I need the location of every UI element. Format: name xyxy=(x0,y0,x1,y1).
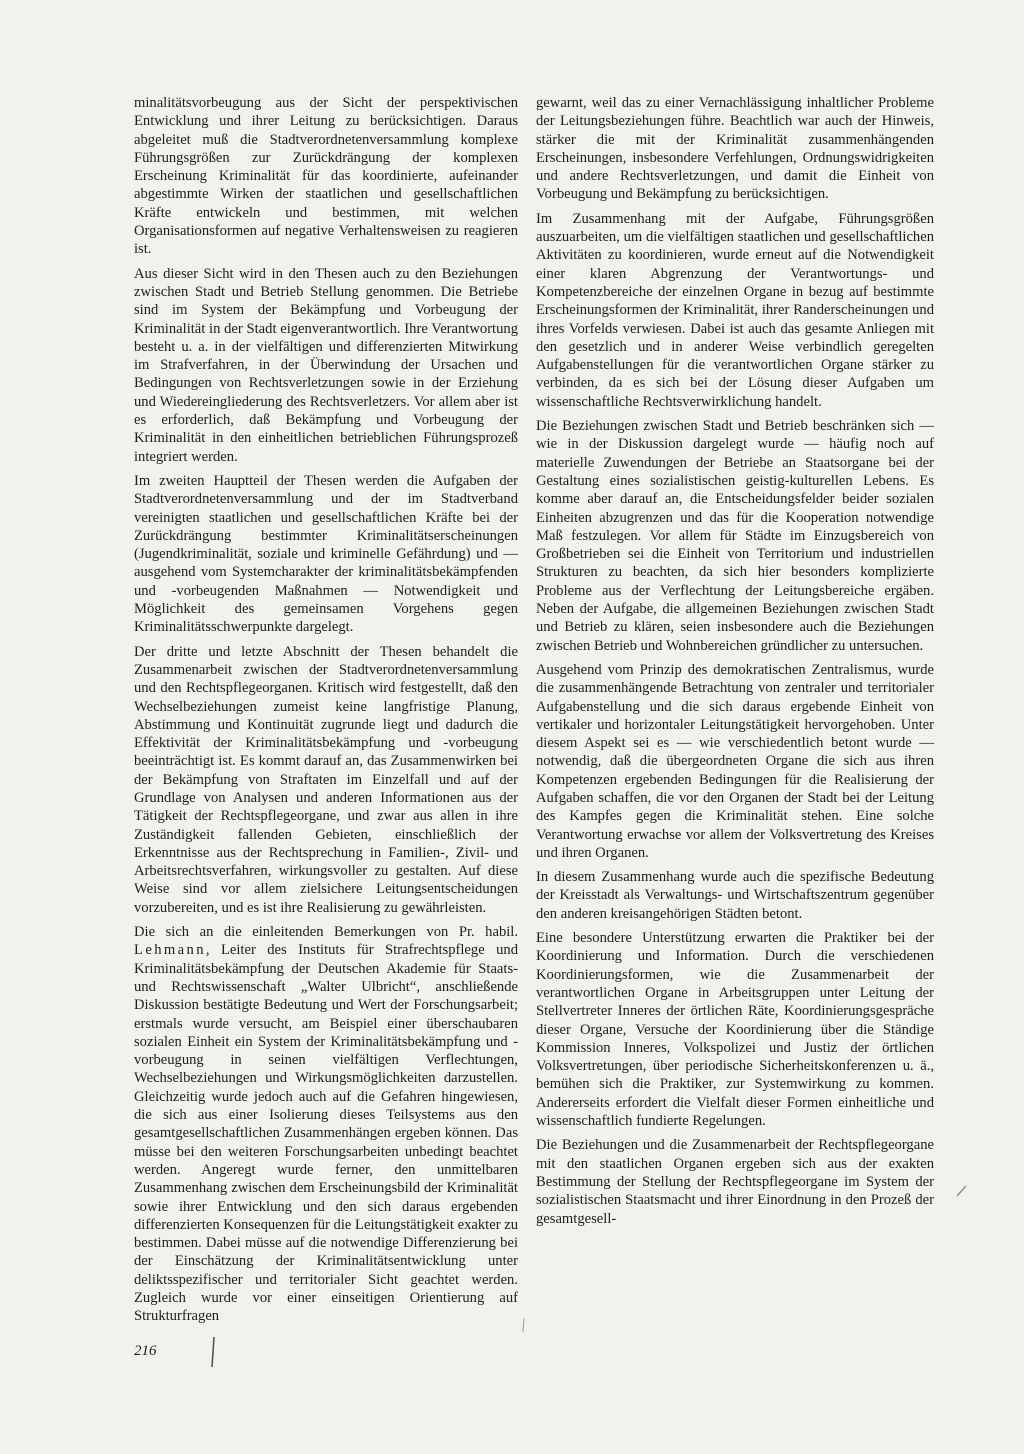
right-text-column xyxy=(536,94,934,1234)
left-text-column xyxy=(134,94,518,1332)
left-paragraph-3: Im zweiten Hauptteil der Thesen werden die Aufgaben der Stadtverordnetenversammlung und der im Stadtverband vereinigten staatlichen und gesellschaftlichen Kräfte bei der Zurückdrängung bestimmter Kriminalitätserscheinungen (Jugendkriminalität, soziale und kriminelle Gefährdung) und — ausgehend vom Systemcharakter der kriminalitätsbekämpfenden und -vorbeugenden Maßnahmen — Notwendigkeit und Möglichkeit des gemeinsamen Vorgehens gegen Kriminalitätsschwerpunkte dargelegt. xyxy=(134,472,518,636)
pen-mark xyxy=(205,1335,225,1371)
page-number: 216 xyxy=(134,1343,157,1359)
pen-mark xyxy=(955,1183,969,1199)
left-paragraph-5-rest: , Leiter des Instituts für Strafrechtspflege und Kriminalitätsbekämpfung der Deutschen Akademie für Staats- und Rechtswissenschaft „Walter Ulbricht“, anschließende Diskussion bestätigte Bedeutung und Wert der Forschungsarbeit; erstmals wurde versucht, am Beispiel einer überschaubaren sozialen Einheit ein System der Kriminalitätsbekämpfung und -vorbeugung in seinen vielfältigen Verflechtungen, Wechselbeziehungen und Wirkungsmöglichkeiten darzustellen. Gleichzeitig wurde jedoch auch auf die Gefahren hingewiesen, die sich aus einer Isolierung dieses Teilsystems aus den gesamtgesellschaftlichen Zusammenhängen ergeben können. Das müsse bei den weiteren Forschungsarbeiten unbedingt beachtet werden. Angeregt wurde ferner, den unmittelbaren Zusammenhang zwischen dem Erscheinungsbild der Kriminalität sowie ihrer Entwicklung und den sich daraus ergebenden differenzierten Konsequenzen für die Leitungstätigkeit exakter zu bestimmen. Dabei müsse auf die notwendige Differenzierung bei der Einschätzung der Kriminalitätsentwicklung unter deliktsspezifischer und territorialer Sicht geachtet werden. Zugleich wurde vor einer einseitigen Orientierung auf Strukturfragen xyxy=(134,942,518,1325)
right-paragraph-7: Die Beziehungen und die Zusammenarbeit der Rechtspflegeorgane mit den staatlichen Organen ergeben sich aus der exakten Bestimmung der Stellung der Rechtspflegeorgane im System der sozialistischen Staatsmacht und ihrer Einordnung in den Prozeß der gesamtgesell- xyxy=(536,1137,934,1227)
left-paragraph-4: Der dritte und letzte Abschnitt der Thesen behandelt die Zusammenarbeit zwischen der Stadtverordnetenversammlung und den Rechtspflegeorganen. Kritisch wird festgestellt, daß den Wechselbeziehungen zumeist keine langfristige Planung, Abstimmung und Kontinuität zugrunde liegt und dadurch die Effektivität der Kriminalitätsbekämpfung und -vorbeugung beeinträchtigt ist. Es kommt darauf an, das Zusammenwirken bei der Bekämpfung von Straftaten im Einzelfall und auf der Grundlage von Analysen und anderen Informationen aus der Tätigkeit der Rechtspflegeorgane, und zwar aus allen in ihre Zuständigkeit fallenden Gebieten, einschließlich der Erkenntnisse aus der Rechtsprechung in Familien-, Zivil- und Arbeitsrechtsverfahren, wirkungsvoller zu gestalten. Auf diese Weise sind vor allem zielsichere Leitungsentscheidungen vorzubereiten, und es ist ihre Realisierung zu gewährleisten. xyxy=(134,643,518,916)
left-paragraph-1: minalitätsvorbeugung aus der Sicht der perspektivischen Entwicklung und ihrer Leitung zu berücksichtigen. Daraus abgeleitet muß die Stadtverordnetenversammlung komplexe Führungsgrößen zur Zurückdrängung der komplexen Erscheinung Kriminalität für das koordinierte, aufeinander abgestimmte Wirken der staatlichen und gesellschaftlichen Kräfte entwickeln und bestimmen, mit welchen Organisationsformen auf negative Verhaltensweisen zu reagieren ist. xyxy=(134,95,518,258)
right-paragraph-4: Ausgehend vom Prinzip des demokratischen Zentralismus, wurde die zusammenhängende Betrachtung von zentraler und territorialer Aufgabenstellung und die sich daraus ergebende Einheit von vertikaler und horizontaler Leitungstätigkeit hervorgehoben. Unter diesem Aspekt sei es — wie verschiedentlich betont wurde — notwendig, daß die übergeordneten Organe die sich aus ihren Kompetenzen ergebenden Bedingungen für die Realisierung der Aufgaben schaffen, die vor den Organen der Stadt bei der Leitung des Kampfes gegen die Kriminalität stehen. Eine solche Verantwortung erwachse vor allem der Volksvertretung des Kreises und ihren Organen. xyxy=(536,661,934,861)
left-paragraph-5-start: Die sich an die einleitenden Bemerkungen von Pr. habil. xyxy=(134,924,518,941)
author-name-lehmann: Lehmann xyxy=(134,942,206,959)
right-paragraph-1: gewarnt, weil das zu einer Vernachlässigung inhaltlicher Probleme der Leitungsbeziehungen führe. Beachtlich war auch der Hinweis, stärker die mit der Kriminalität zusammenhängenden Erscheinungen, insbesondere Verfehlungen, Ordnungswidrigkeiten und andere Rechtsverletzungen, und damit die Einheit von Vorbeugung und Bekämpfung zu berücksichtigen. xyxy=(536,95,934,203)
right-paragraph-3: Die Beziehungen zwischen Stadt und Betrieb beschränken sich — wie in der Diskussion dargelegt wurde — häufig noch auf materielle Zuwendungen der Betriebe an Staatsorgane bei der Gestaltung eines sozialistischen geistig-kulturellen Lebens. Es komme aber darauf an, die Entscheidungsfelder beider sozialen Einheiten abzugrenzen und das für die Kooperation notwendige Maß festzulegen. Vor allem für Städte im Einzugsbereich von Großbetrieben sei die Einheit von Territorium und industriellen Strukturen zu beachten, da sich hier besonders komplizierte Probleme aus der Verflechtung der Leitungsbereiche ergäben. Neben der Aufgabe, die allgemeinen Beziehungen zwischen Stadt und Betrieb zu klären, seien insbesondere auch die Beziehungen zwischen Betrieb und Wohnbereichen gründlicher zu untersuchen. xyxy=(536,418,934,654)
left-paragraph-2: Aus dieser Sicht wird in den Thesen auch zu den Beziehungen zwischen Stadt und Betrieb Stellung genommen. Die Betriebe sind im System der Bekämpfung und Vorbeugung der Kriminalität in der Stadt eigenverantwortlich. Ihre Verantwortung besteht u. a. in der vielfältigen und differenzierten Mitwirkung im Strafverfahren, in der Überwindung der Ursachen und Bedingungen von Rechtsverletzungen sowie in der Erziehung und Wiedereingliederung des Rechtsverletzers. Vor allem aber ist es erforderlich, daß Bekämpfung und Vorbeugung der Kriminalität in den einheitlichen betrieblichen Führungsprozeß integriert werden. xyxy=(134,265,518,465)
left-paragraph-5 xyxy=(134,923,518,1326)
right-paragraph-6: Eine besondere Unterstützung erwarten die Praktiker bei der Koordinierung und Information. Durch die verschiedenen Koordinierungsformen, wie die Zusammenarbeit der verantwortlichen Organe in Arbeitsgruppen unter Leitung der Stellvertreter Inneres der örtlichen Räte, Koordinierungsgespräche dieser Organe, Versuche der Koordinierung über die Ständige Kommission Inneres, Volkspolizei und Justiz der örtlichen Volksvertretungen, über periodische Sicherheitskonferenzen u. ä., bemühen sich die Praktiker, zur Systemwirkung zu kommen. Andererseits erfordert die Vielfalt dieser Formen einheitliche und wissenschaftlich fundierte Regelungen. xyxy=(536,930,934,1130)
pen-mark xyxy=(520,1316,528,1336)
right-paragraph-2: Im Zusammenhang mit der Aufgabe, Führungsgrößen auszuarbeiten, um die vielfältigen staatlichen und gesellschaftlichen Aktivitäten zu koordinieren, wurde erneut auf die Notwendigkeit einer klaren Abgrenzung der Verantwortungs- und Kompetenzbereiche der einzelnen Organe in bezug auf bestimmte Erscheinungsformen der Kriminalität, ihrer Randerscheinungen und ihres Vorfelds verwiesen. Dabei ist auch das gesamte Anliegen mit den gesetzlich und in anderer Weise verbindlich geregelten Aufgabenstellungen für die verantwortlichen Organe stärker zu verbinden, da es sich bei der Lösung dieser Aufgaben um wissenschaftliche Rechtsverwirklichung handelt. xyxy=(536,210,934,410)
right-paragraph-5: In diesem Zusammenhang wurde auch die spezifische Bedeutung der Kreisstadt als Verwaltungs- und Wirtschaftszentrum gegenüber den anderen kreisangehörigen Städten betont. xyxy=(536,869,934,922)
